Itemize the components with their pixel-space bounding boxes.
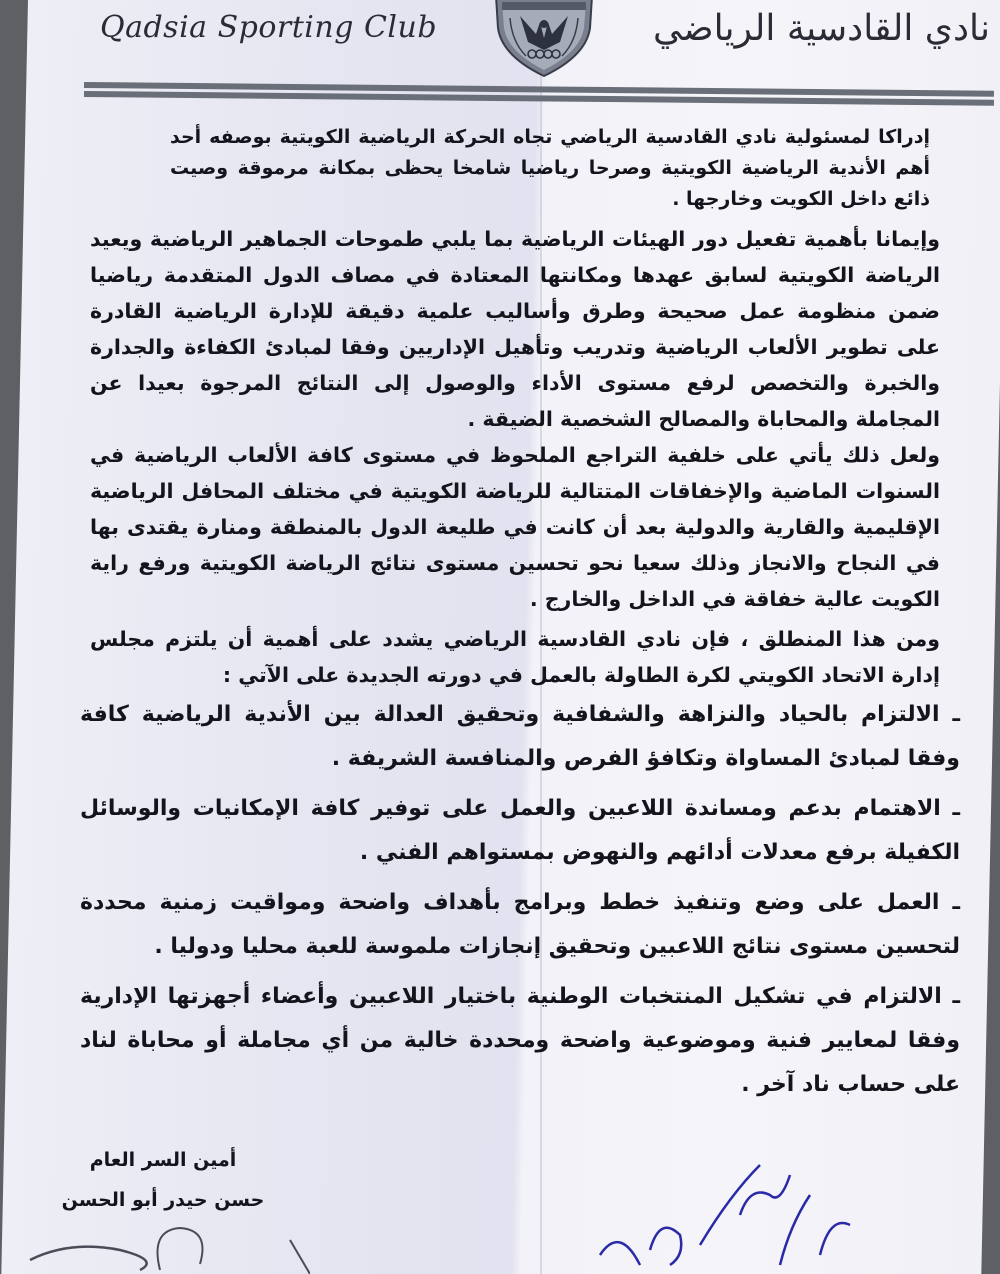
paragraph-3: ومن هذا المنطلق ، فإن نادي القادسية الرياضي يشدد على أهمية أن يلتزم مجلس إدارة الاتحاد الكويتي لكرة الطاولة بالعمل في دورته الجديدة على الآتي : [90, 627, 940, 687]
commitments-list [60, 693, 980, 1107]
club-name-arabic: نادي القادسية الرياضي [653, 8, 990, 49]
club-crest-icon [490, 0, 598, 78]
paragraph-1: وإيمانا بأهمية تفعيل دور الهيئات الرياضية بما يلبي طموحات الجماهير الرياضية ويعيد الرياضة الكويتية لسابق عهدها ومكانتها المعتادة في مصاف الدول المتقدمة رياضيا ضمن منظومة عمل صحيحة وطرق وأساليب علمية دقيقة للإدارة الرياضية القادرة على تطوير الألعاب الرياضية وتدريب وتأهيل الإداريين وفقا لمبادئ الكفاءة والجدارة والخبرة والتخصص لرفع مستوى الأداء والوصول إلى النتائج المرجوة بعيدا عن المجاملة والمحاباة والمصالح الشخصية الضيقة . [90, 227, 940, 431]
list-item: ـ الالتزام بالحياد والنزاهة والشفافية وتحقيق العدالة بين الأندية الرياضية كافة وفقا لمبادئ المساواة وتكافؤ الفرص والمنافسة الشريفة . [80, 702, 960, 771]
list-item: ـ الالتزام في تشكيل المنتخبات الوطنية باختيار اللاعبين وأعضاء أجهزتها الإدارية وفقا لمعايير فنية وموضوعية واضحة ومحددة خالية من أي مجاملة أو محاباة لناد على حساب ناد آخر . [80, 984, 960, 1097]
club-name-latin: Qadsia Sporting Club [100, 10, 438, 45]
letterhead [0, 0, 1000, 110]
list-item: ـ الاهتمام بدعم ومساندة اللاعبين والعمل على توفير كافة الإمكانيات والوسائل الكفيلة برفع معدلات أدائهم والنهوض بمستواهم الفني . [80, 796, 960, 865]
signatory-title: أمين السر العام [89, 1149, 237, 1171]
list-item: ـ العمل على وضع وتنفيذ خطط وبرامج بأهداف واضحة ومواقيت زمنية محددة لتحسين مستوى نتائج اللاعبين وتحقيق إنجازات ملموسة للعبة محليا ودوليا . [80, 890, 960, 959]
signature-block [58, 1140, 268, 1220]
signatory-name: حسن حيدر أبو الحسن [61, 1189, 265, 1211]
intro-paragraph: إدراكا لمسئولية نادي القادسية الرياضي تجاه الحركة الرياضية الكويتية بوصفه أحد أهم الأندية الرياضية الكويتية وصرحا رياضيا شامخا يحظى بمكانة مرموقة وصيت ذائع داخل الكويت وخارجها . [170, 126, 930, 210]
handwritten-note-icon [590, 1155, 870, 1274]
paragraph-2: ولعل ذلك يأتي على خلفية التراجع الملحوظ في مستوى كافة الألعاب الرياضية في السنوات الماضية والإخفاقات المتتالية للرياضة الكويتية في مختلف المحافل الرياضية الإقليمية والقارية والدولية بعد أن كانت في طليعة الدول بالمنطقة ومنارة يقتدى بها في النجاح والانجاز وذلك سعيا نحو تحسين مستوى نتائج الرياضة الكويتية ورفع راية الكويت عالية خفاقة في الداخل والخارج . [90, 443, 940, 611]
header-divider [84, 82, 994, 112]
signature-scribble-icon [10, 1220, 310, 1274]
letter-body [60, 122, 980, 1113]
